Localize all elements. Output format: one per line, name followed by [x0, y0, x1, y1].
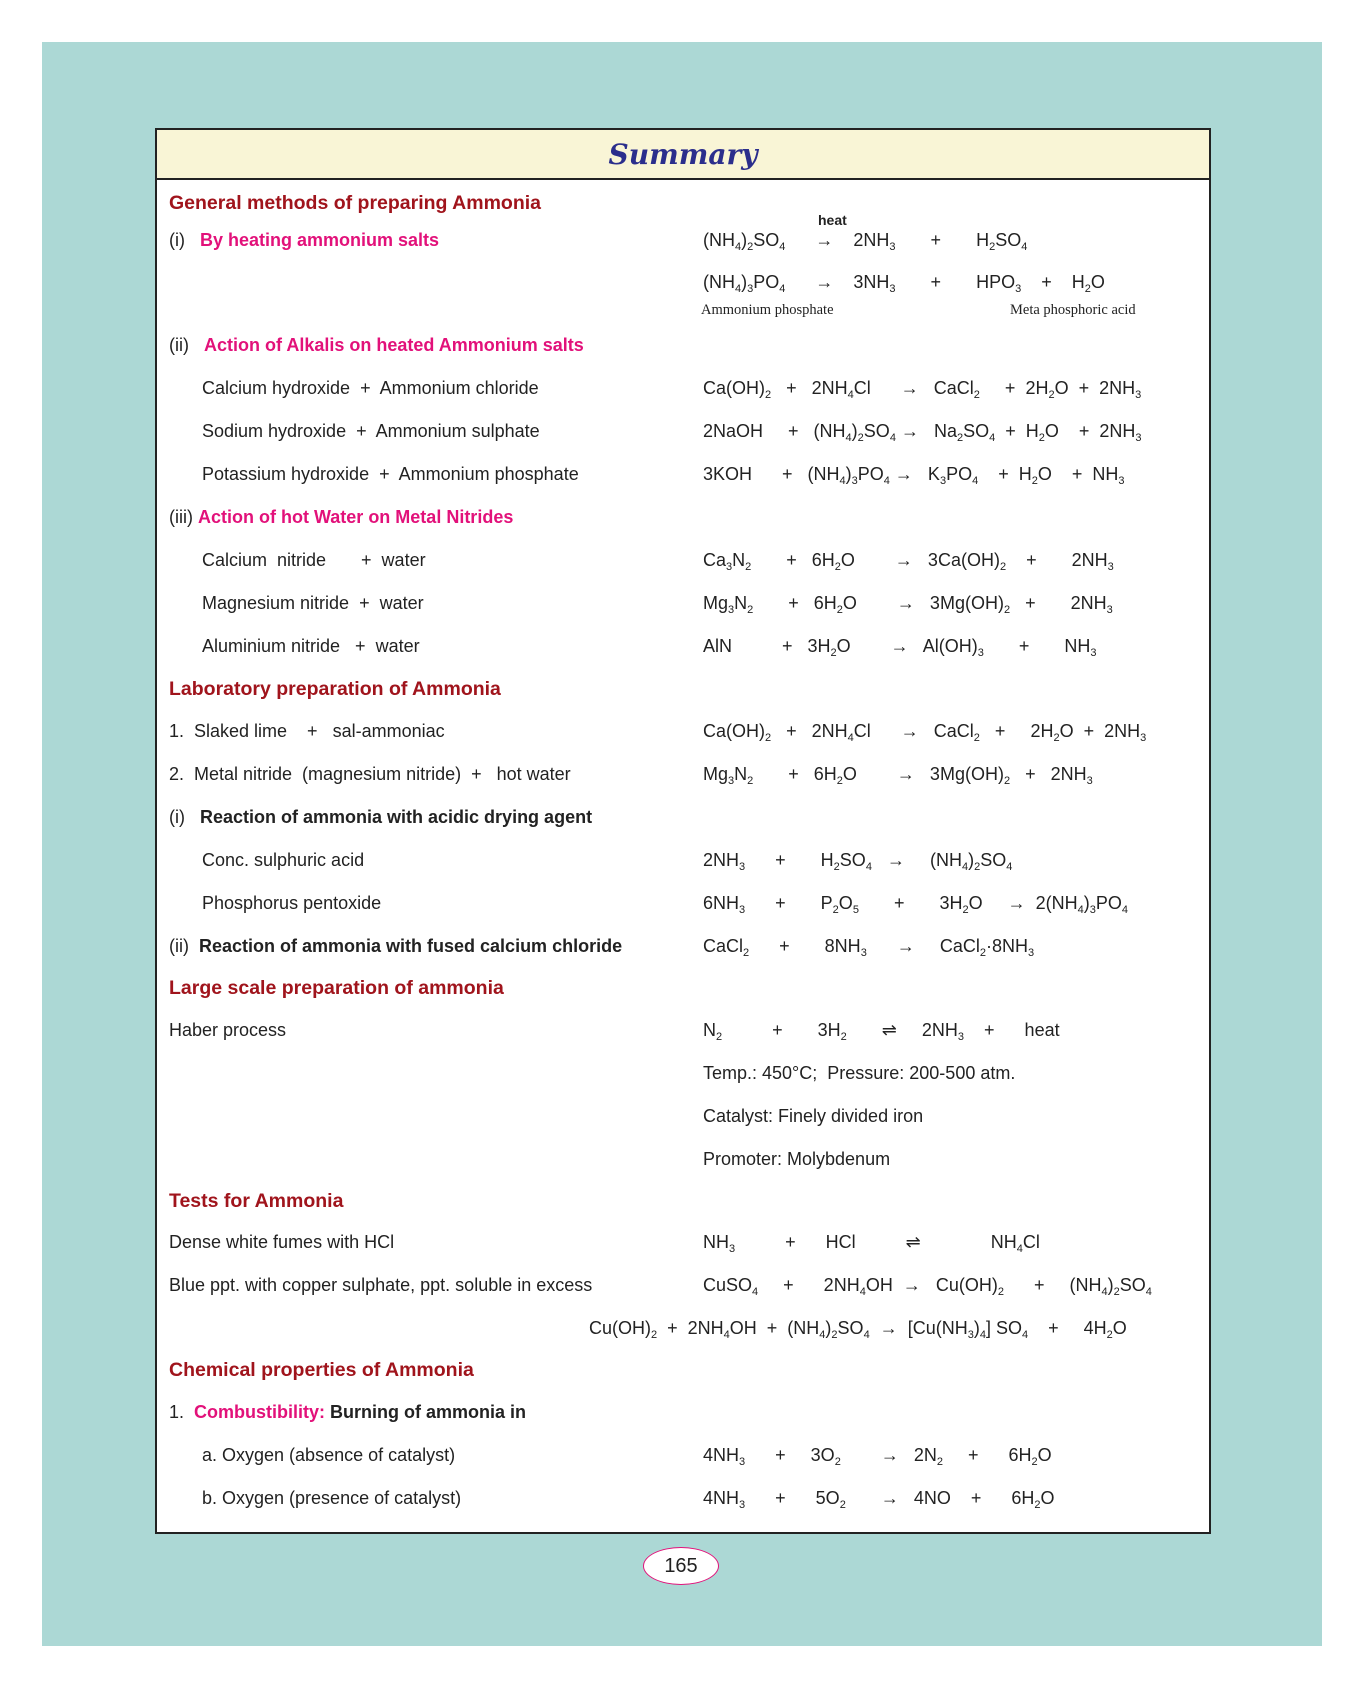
- section-heading: Large scale preparation of ammonia: [169, 977, 504, 999]
- equation-row: (i) By heating ammonium salts heat $(NH_4)_2SO_4$ → $2NH_3$ + $H_2SO_4$: [169, 212, 1028, 253]
- equation-row: $(NH_4)_3PO_4$ → $3NH_3$ + $HPO_3$ + $H_2O$: [703, 272, 1105, 295]
- summary-box: Summary General methods of preparing Ammonia (i) By heating ammonium salts heat $(NH_4)_2SO_4$ → $2NH_3$ + $H_2SO_4$ $(NH_4)_3PO_4$ → $3NH_3$ + $HPO_3$ + $H_2O$ Ammonium phosphate Meta phosphoric acid (ii) Action of Alkalis on heated Ammonium salts Calcium hydroxide + Ammonium chloride $Ca(OH)_2 + 2NH_4Cl$ → CaCl$_2$ + $2H_2O + 2NH_3$ Sodium hydroxide + Ammonium sulphate 2NaOH + $(NH_4)_2SO_4 \to Na_2SO_4 + H_2O$ + $2NH_3$ Potassium hydroxide + Ammonium phosphate 3KOH + $(NH_4)_3PO_4 \to K_3PO_4$ + $H_2O$ + $NH_3$ (iii) Action of hot Water on Metal Nitrides Calcium nitride + water $Ca_3N_2$ + $6H_2O$ → $3Ca(OH)_2$ + $2NH_3$ Magnesium nitride + water $Mg_3N_2$ + $6H_2O$ → $3Mg(OH)_2$ + $2NH_3$ Aluminium nitride + water AlN + $3H_2O$ → $Al(OH)_3$ + $NH_3$ Laboratory preparation of Ammonia 1. Slaked lime + sal-ammoniac $Ca(OH)_2 + 2NH_4Cl$ → CaCl$_2$ + $2H_2O + 2NH_3$ 2. Metal nitride (magnesium nitride) + hot water $Mg_3N_2$ + $6H_2O$ → $3Mg(OH)_2 + 2NH_3$ (i) Reaction of ammonia with acidic drying agent Conc. sulphuric acid $2NH_3$ + $H_2SO_4$ → $(NH_4)_2SO_4$ Phosphorus pentoxide $6NH_3$ + $P_2O_5$ + $3H_2O$ → $2(NH_4)_3PO_4$ (ii) Reaction of ammonia with fused calcium chloride CaCl$_2$ + $8NH_3$ → $CaCl_2\cdot 8NH_3$ Large scale preparation of ammonia Haber process $N_2$ + $3H_2$ ⇌ $2NH_3$ + heat Temp.: 450°C; Pressure: 200-500 atm. Catalyst: Finely divided iron Promoter: Molybdenum Tests for Ammonia Dense white fumes with HCl $NH_3$ + HCl ⇌ $NH_4Cl$ Blue ppt. with copper sulphate, ppt. soluble in excess CuSO$_4$ + $2NH_4OH \to Cu(OH)_2$ + $(NH_4)_2SO_4$ $Cu(OH)_2 + 2NH_4OH + (NH_4)_2SO_4 \to [Cu(NH_3)_4]$ $SO_4$ + $4H_2O$ Chemical properties of Ammonia 1. Combustibility: Burning of ammonia in a. Oxygen (absence of catalyst) $4NH_3$ + $3O_2$ → $2N_2$ + $6H_2O$ b. Oxygen (presence of catalyst) $4NH_3$ + $5O_2$ → 4NO + $6H_2O$: [155, 128, 1211, 1534]
- section-heading: Tests for Ammonia: [169, 1190, 344, 1212]
- summary-header: [157, 130, 1209, 180]
- section-heading: Chemical properties of Ammonia: [169, 1359, 474, 1381]
- section-heading: Laboratory preparation of Ammonia: [169, 678, 501, 700]
- page-number: 165: [643, 1547, 719, 1585]
- section-heading: General methods of preparing Ammonia: [169, 192, 542, 214]
- page-title: Summary: [608, 138, 758, 171]
